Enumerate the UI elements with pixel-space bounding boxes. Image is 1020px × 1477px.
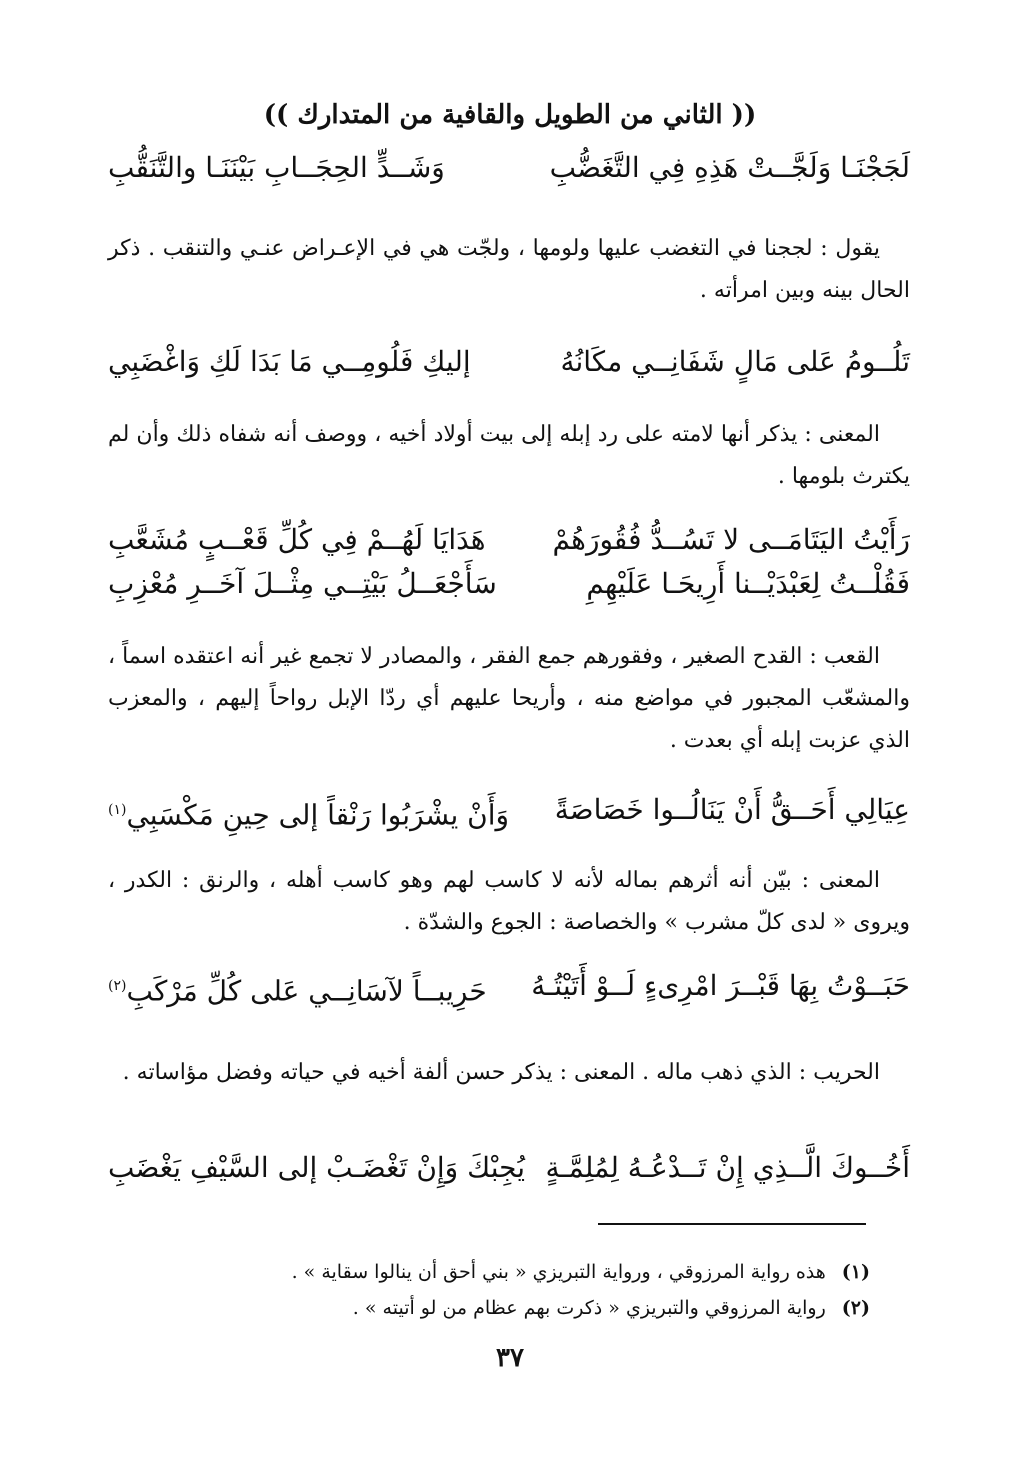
page-number: ٣٧ xyxy=(496,1343,524,1373)
footnote-text: رواية المرزوقي والتبريزي « ذكرت بهم عظام من لو أتيته » . xyxy=(352,1297,826,1319)
verse-hemistich-right: عِيَالِي أَحَــقُّ أَنْ يَنَالُــوا خَصَاصَةً xyxy=(554,793,910,826)
verse-hemistich-right: لَجَجْنَـا وَلَجَّــتْ هَذِهِ فِي التَّغَضُّبِ xyxy=(549,151,910,184)
verse-hemistich-left: يُجِبْكَ وَإِنْ تَغْضَـبْ إلى السَّيْفِ يَغْضَبِ xyxy=(108,1151,526,1184)
commentary-text: المعنى : يذكر أنها لامته على رد إبله إلى بيت أولاد أخيه ، ووصف أنه شفاه ذلك وأن لم يكترث بلومها . xyxy=(108,422,910,489)
verse-hemistich-right: تَلُــومُ عَلى مَالٍ شَفَانِــي مكَانُهُ xyxy=(560,345,910,378)
commentary-paragraph-5 xyxy=(108,1052,910,1094)
footnote-text: هذه رواية المرزوقي ، ورواية التبريزي « بني أحق أن ينالوا سقاية » . xyxy=(291,1261,826,1283)
verse-text: حَرِيبــاً لآسَانِــي عَلى كُلِّ مَرْكَبِ xyxy=(126,974,487,1008)
verse-line-3 xyxy=(108,520,910,560)
commentary-text: المعنى : بيّن أنه أثرهم بماله لأنه لا كاسب لهم وهو كاسب أهله ، والرنق : الكدر ، ويروى « لدى كلّ مشرب » والخصاصة : الجوع والشدّة . xyxy=(108,868,910,935)
verse-hemistich-left: سَأَجْعَــلُ بَيْتِــي مِثْــلَ آخَــرِ مُعْزِبِ xyxy=(108,567,497,600)
commentary-text: القعب : القدح الصغير ، وفقورهم جمع الفقر ، والمصادر لا تجمع غير أنه اعتقده اسماً ، والمشعّب المجبور في مواضع منه ، وأريحا عليهم أي ردّا الإبل رواحاً إليهم ، والمعزب الذي عزبت إبله أي بعدت . xyxy=(108,644,910,753)
verse-line-6 xyxy=(108,966,910,1006)
verse-hemistich-left xyxy=(108,966,487,1006)
verse-line-5 xyxy=(108,790,910,830)
section-heading: (( الثاني من الطويل والقافية من المتدارك )) xyxy=(263,100,757,130)
verse-hemistich-left xyxy=(108,790,509,830)
verse-hemistich-right: فَقُلْــتُ لِعَبْدَيْــنا أَرِيحَـا عَلَيْهِمِ xyxy=(586,567,910,600)
commentary-paragraph-3 xyxy=(108,636,910,762)
footnote-marker: (١) xyxy=(108,802,127,818)
verse-line-4 xyxy=(108,564,910,604)
commentary-text: الحريب : الذي ذهب ماله . المعنى : يذكر حسن ألفة أخيه في حياته وفضل مؤاساته . xyxy=(122,1060,880,1085)
verse-hemistich-right: حَبَــوْتُ بِهَا قَبْــرَ امْرِىءٍ لَــوْ أَتَيْتُـهُ xyxy=(531,969,910,1002)
verse-line-7 xyxy=(108,1148,910,1188)
verse-line-1 xyxy=(108,148,910,188)
footnote-number: (٢) xyxy=(841,1297,870,1319)
footnote-2 xyxy=(200,1292,870,1324)
verse-hemistich-left: إليكِ فَلُومِــي مَا بَدَا لَكِ وَاغْضَبِي xyxy=(108,345,471,378)
verse-hemistich-left: وَشَــدٍّ الحِجَــابِ بَيْنَنَـا والتَّنَقُّبِ xyxy=(108,151,445,184)
footnote-marker: (٢) xyxy=(108,978,127,994)
verse-line-2 xyxy=(108,342,910,382)
verse-hemistich-right: أَخُــوكَ الَّــذِي إِنْ تَــدْعُـهُ لِمُلِمَّـةٍ xyxy=(545,1151,910,1184)
commentary-text: يقول : لججنا في التغضب عليها ولومها ، ولجّت هي في الإعـراض عنـي والتنقب . ذكر الحال بينه وبين امرأته . xyxy=(108,236,910,303)
footnote-1 xyxy=(200,1256,870,1288)
verse-hemistich-right: رَأَيْتُ اليَتَامَــى لا تَسُــدُّ فُقُورَهُمْ xyxy=(552,523,910,556)
verse-text: وَأَنْ يشْرَبُوا رَنْقاً إلى حِينِ مَكْسَبِي xyxy=(126,798,510,832)
verse-hemistich-left: هَدَايَا لَهُــمْ فِي كُلِّ قَعْــبٍ مُشَعَّبِ xyxy=(108,523,486,556)
commentary-paragraph-4 xyxy=(108,860,910,944)
commentary-paragraph-2 xyxy=(108,414,910,498)
commentary-paragraph-1 xyxy=(108,228,910,312)
footnote-divider xyxy=(598,1223,866,1225)
footnote-number: (١) xyxy=(841,1261,870,1283)
